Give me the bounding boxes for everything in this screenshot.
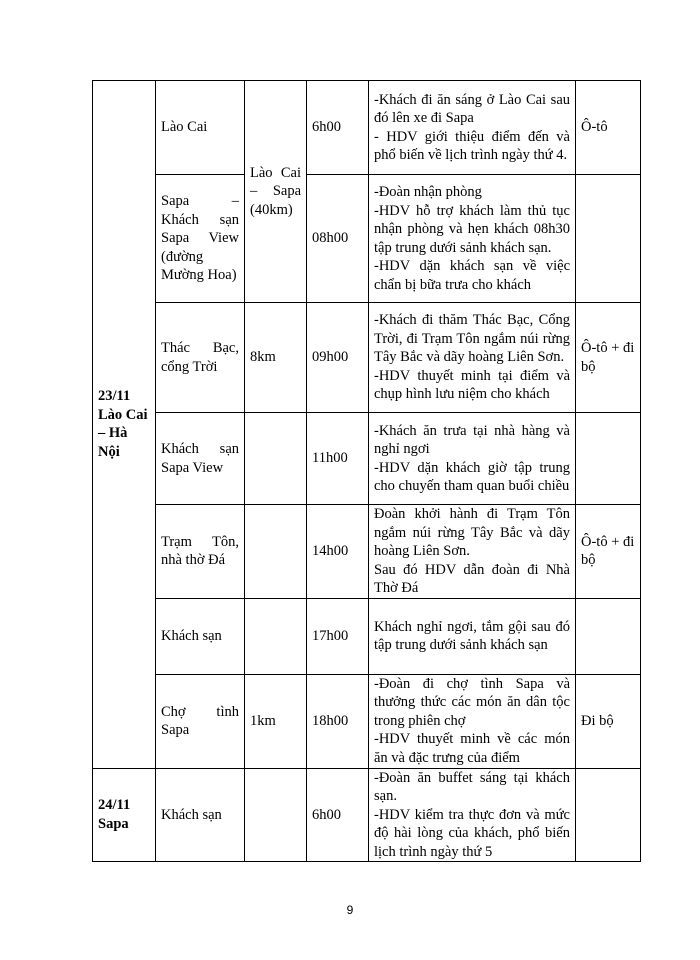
- place-cell: Khách sạn Sapa View: [156, 413, 245, 505]
- distance-cell: [245, 505, 307, 599]
- place-cell: Lào Cai: [156, 81, 245, 175]
- distance-cell: [245, 413, 307, 505]
- day-cell-23-11: 23/11 Lào Cai – Hà Nội: [93, 81, 156, 769]
- activity-line: Khách nghỉ ngơi, tắm gội sau đó tập trung dưới sảnh khách sạn: [374, 618, 570, 653]
- activity-line: -Khách đi ăn sáng ở Lào Cai sau đó lên xe đi Sapa: [374, 91, 570, 126]
- time-cell: 6h00: [307, 768, 369, 862]
- place-cell: Sapa – Khách sạn Sapa View (đường Mường Hoa): [156, 175, 245, 303]
- activity-line: -Khách ăn trưa tại nhà hàng và nghỉ ngơi: [374, 422, 570, 457]
- distance-cell: [245, 598, 307, 674]
- table-row: [93, 674, 641, 768]
- table-row: [93, 768, 641, 862]
- distance-cell: [245, 768, 307, 862]
- place-cell: Trạm Tôn, nhà thờ Đá: [156, 505, 245, 599]
- activity-line: -HDV dặn khách giờ tập trung cho chuyến tham quan buổi chiều: [374, 459, 570, 494]
- activity-line: -Đoàn ăn buffet sáng tại khách sạn.: [374, 769, 570, 804]
- time-cell: 14h00: [307, 505, 369, 599]
- place-cell: Thác Bạc, cổng Trời: [156, 303, 245, 413]
- activity-line: Sau đó HDV dẫn đoàn đi Nhà Thờ Đá: [374, 561, 570, 596]
- activity-line: -HDV hỗ trợ khách làm thủ tục nhận phòng và hẹn khách 08h30 tập trung dưới sảnh khách sạn.: [374, 202, 570, 256]
- activity-cell: [369, 413, 576, 505]
- activity-line: -Đoàn nhận phòng: [374, 184, 482, 200]
- transport-cell: [576, 598, 641, 674]
- time-cell: 08h00: [307, 175, 369, 303]
- table-row: [93, 303, 641, 413]
- distance-cell: 1km: [245, 674, 307, 768]
- transport-cell: Ô-tô + đi bộ: [576, 303, 641, 413]
- distance-cell: Lào Cai – Sapa (40km): [245, 81, 307, 303]
- activity-line: -HDV dặn khách sạn về việc chẩn bị bữa trưa cho khách: [374, 258, 570, 293]
- table-row: [93, 413, 641, 505]
- place-cell: Chợ tình Sapa: [156, 674, 245, 768]
- distance-cell: 8km: [245, 303, 307, 413]
- itinerary-table: [92, 80, 641, 862]
- activity-cell: [369, 303, 576, 413]
- time-cell: 6h00: [307, 81, 369, 175]
- page-number: 9: [346, 903, 354, 917]
- activity-line: - HDV giới thiệu điểm đến và phổ biến về lịch trình ngày thứ 4.: [374, 128, 570, 163]
- time-cell: 09h00: [307, 303, 369, 413]
- activity-cell: [369, 768, 576, 862]
- time-cell: 17h00: [307, 598, 369, 674]
- transport-cell: Ô-tô + đi bộ: [576, 505, 641, 599]
- time-cell: 11h00: [307, 413, 369, 505]
- table-row: [93, 505, 641, 599]
- transport-cell: Đi bộ: [576, 674, 641, 768]
- place-cell: Khách sạn: [156, 768, 245, 862]
- activity-line: -HDV thuyết minh tại điểm và chụp hình lưu niệm cho khách: [374, 367, 570, 403]
- activity-cell: [369, 175, 576, 303]
- activity-line: -HDV thuyết minh về các món ăn và đặc trưng của điểm: [374, 731, 570, 766]
- activity-cell: [369, 598, 576, 674]
- activity-cell: [369, 81, 576, 175]
- table-row: [93, 598, 641, 674]
- transport-cell: [576, 175, 641, 303]
- table-row: [93, 81, 641, 175]
- transport-cell: Ô-tô: [576, 81, 641, 175]
- table-row: [93, 175, 641, 303]
- activity-line: -HDV kiểm tra thực đơn và mức độ hài lòng của khách, phổ biến lịch trình ngày thứ 5: [374, 806, 570, 860]
- transport-cell: [576, 768, 641, 862]
- activity-line: -Khách đi thăm Thác Bạc, Cổng Trời, đi Trạm Tôn ngắm núi rừng Tây Bắc và dãy hoàng Liên Sơn.: [374, 312, 570, 366]
- activity-line: Đoàn khởi hành đi Trạm Tôn ngắm núi rừng Tây Bắc và dãy hoàng Liên Sơn.: [374, 506, 570, 559]
- day-cell-24-11: 24/11 Sapa: [93, 768, 156, 862]
- activity-cell: [369, 674, 576, 768]
- time-cell: 18h00: [307, 674, 369, 768]
- activity-cell: [369, 505, 576, 599]
- place-cell: Khách sạn: [156, 598, 245, 674]
- transport-cell: [576, 413, 641, 505]
- activity-line: -Đoàn đi chợ tình Sapa và thưởng thức các món ăn dân tộc trong phiên chợ: [374, 675, 570, 729]
